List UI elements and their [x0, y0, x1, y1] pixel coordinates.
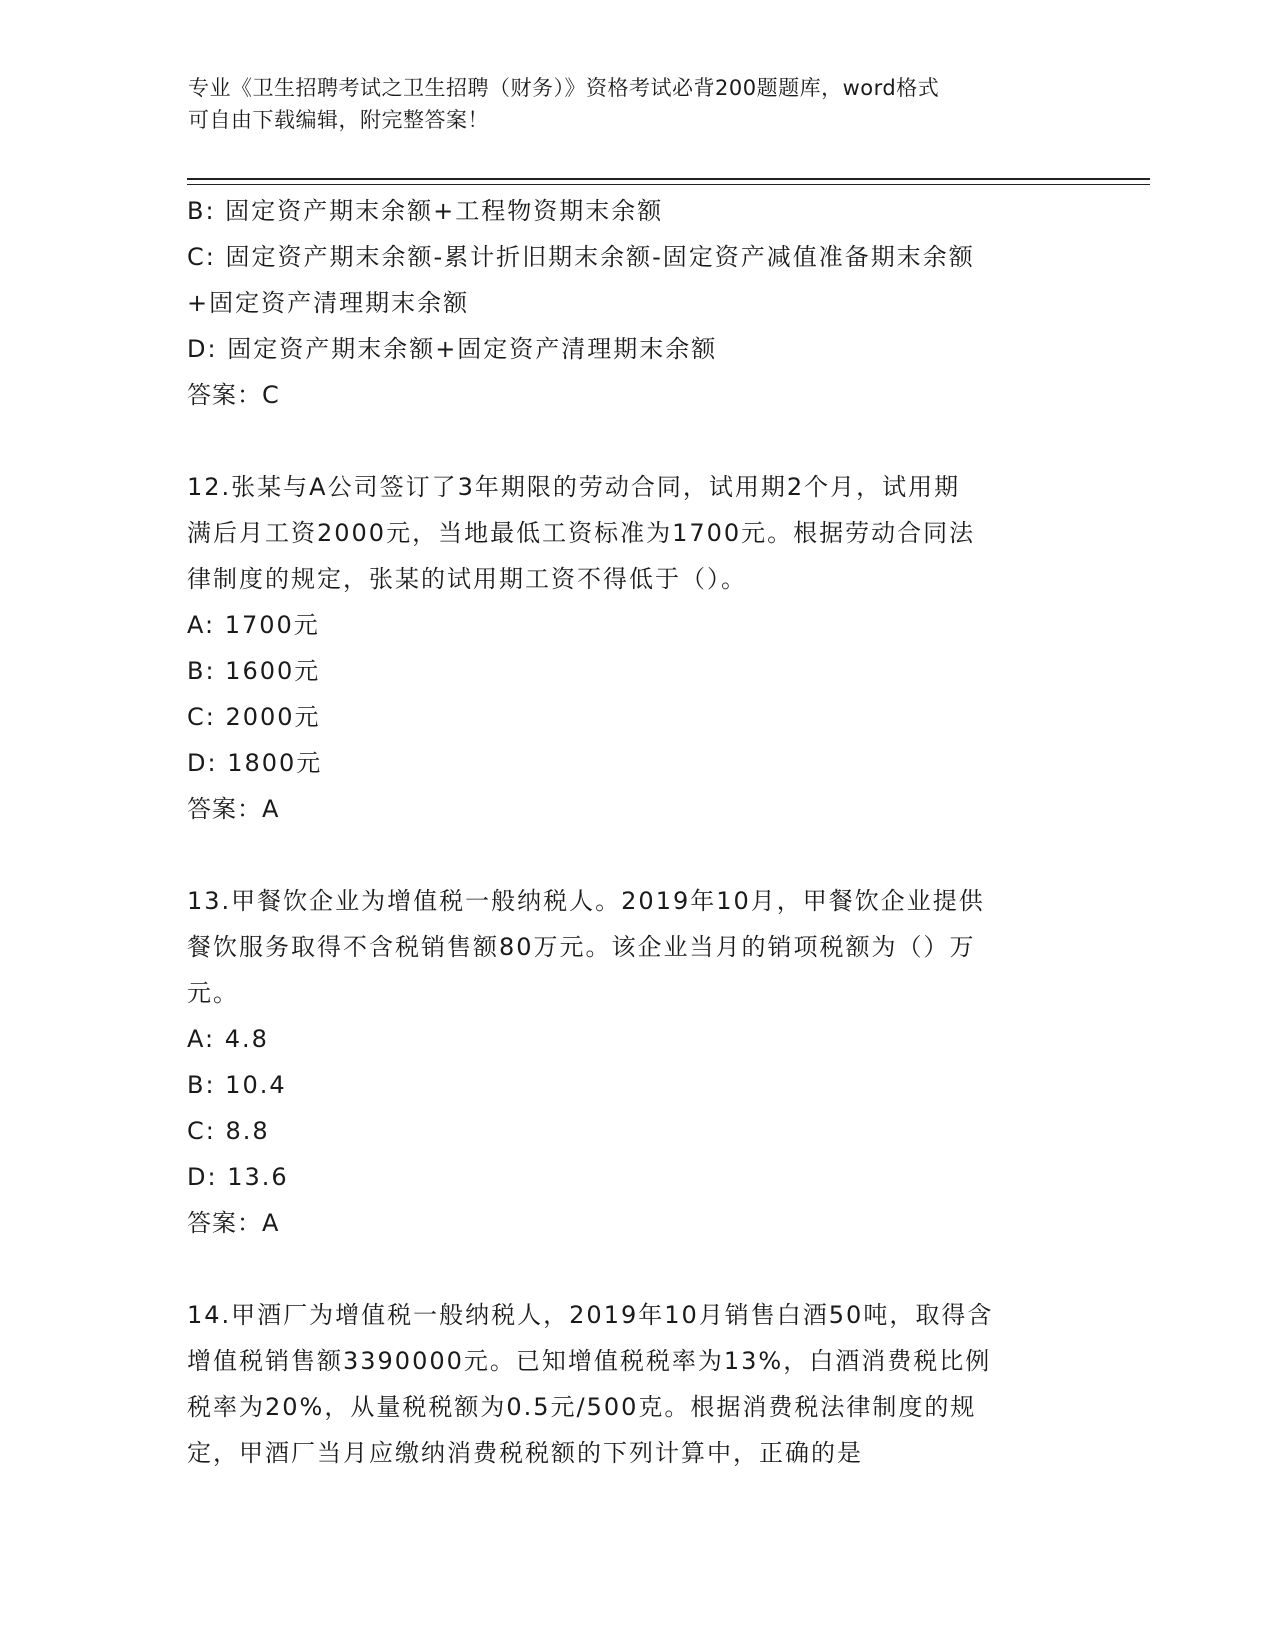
stem-line: 14.甲酒厂为增值税一般纳税人，2019年10月销售白酒50吨，取得含: [187, 1301, 994, 1329]
stem-line: 满后月工资2000元，当地最低工资标准为1700元。根据劳动合同法: [187, 519, 976, 547]
option-b: B: 固定资产期末余额+工程物资期末余额: [187, 197, 664, 225]
stem-line: 13.甲餐饮企业为增值税一般纳税人。2019年10月，甲餐饮企业提供: [187, 887, 985, 915]
option-d: D: 1800元: [187, 749, 323, 777]
header-divider-thick: [187, 178, 1150, 180]
question-13: [187, 878, 1087, 1246]
stem-line: 税率为20%，从量税税额为0.5元/500克。根据消费税法律制度的规: [187, 1393, 977, 1421]
stem-line: 餐饮服务取得不含税销售额80万元。该企业当月的销项税额为（）万: [187, 933, 976, 961]
document-body: [187, 188, 1087, 1476]
question-14: [187, 1292, 1087, 1476]
option-c: C: 2000元: [187, 703, 321, 731]
question-11-continued: [187, 188, 1087, 418]
option-b: B: 1600元: [187, 657, 321, 685]
stem-line: 元。: [187, 979, 239, 1007]
stem-line: 律制度的规定，张某的试用期工资不得低于（）。: [187, 565, 747, 593]
header-divider-thin: [187, 184, 1150, 185]
option-b: B: 10.4: [187, 1071, 287, 1099]
option-c: C: 固定资产期末余额-累计折旧期末余额-固定资产减值准备期末余额: [187, 243, 975, 271]
option-a: A: 4.8: [187, 1025, 269, 1053]
option-d: D: 13.6: [187, 1163, 289, 1191]
question-stem: [187, 878, 1087, 1016]
answer-line: 答案：A: [187, 795, 280, 823]
option-c: C: 8.8: [187, 1117, 270, 1145]
header-line-1: 专业《卫生招聘考试之卫生招聘（财务）》资格考试必背200题题库，word格式: [188, 76, 940, 100]
stem-line: 12.张某与A公司签订了3年期限的劳动合同，试用期2个月，试用期: [187, 473, 961, 501]
option-a: A: 1700元: [187, 611, 320, 639]
stem-line: 定，甲酒厂当月应缴纳消费税税额的下列计算中，正确的是: [187, 1439, 863, 1467]
stem-line: 增值税销售额3390000元。已知增值税税率为13%，白酒消费税比例: [187, 1347, 992, 1375]
question-12: [187, 464, 1087, 832]
option-c-continued: +固定资产清理期末余额: [187, 289, 470, 317]
answer-line: 答案：C: [187, 381, 280, 409]
answer-line: 答案：A: [187, 1209, 280, 1237]
question-stem: [187, 1292, 1087, 1476]
question-stem: [187, 464, 1087, 602]
header-line-2: 可自由下载编辑，附完整答案！: [188, 108, 489, 132]
document-header: [188, 72, 1068, 136]
option-d: D: 固定资产期末余额+固定资产清理期末余额: [187, 335, 718, 363]
